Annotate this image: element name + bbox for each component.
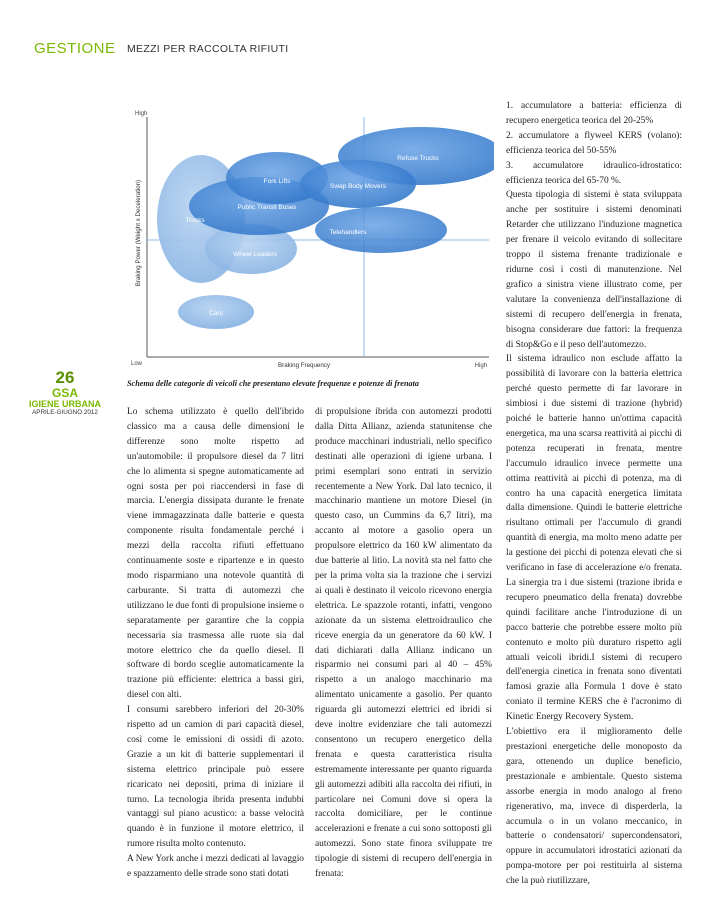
paragraph: I consumi sarebbero inferiori del 20-30% rispetto ad un camion di pari capacità diesel, così come le emissioni di ossidi di azoto. Grazie a un kit di batterie supplementari il sistema elettrico principale può essere ricaricato nei depositi, prima di iniziare il turno. La tecnologia ibrida presenta indubbi vantaggi sul piano acustico: a basse velocità quando è in funzione il motore elettrico, il rumore risulta molto contenuto.	[127, 705, 304, 850]
paragraph: Lo schema utilizzato è quello dell'ibrido classico ma a causa delle dimensioni le differenze sono molte rispetto ad un'automobile: il propulsore diesel da 7 litri che lo alimenta si spegne automaticamente ad ogni sosta per poi riaccendersi in fase di marcia. L'energia dissipata durante le frenate viene immagazzinata dalle batterie e questa componente risulta fondamentale perché i mezzi della raccolta rifiuti effettuano continuamente soste e ripartenze e in questo modo risparmiano una notevole quantità di carburante. Si tratta di automezzi che utilizzano le due fonti di propulsione insieme o separatamente per garantire che la coppia necessaria sia trasmessa alle ruote sia dal motore elettrico che da quello diesel. Il software di bordo sceglie automaticamente la trazione più efficiente: elettrica a bassi giri, diesel con alti.	[127, 407, 304, 701]
list-item: 1. accumulatore a batteria: efficienza di recupero energetica teorica del 20-25%	[506, 101, 682, 126]
label-wheel-loaders: Wheel Loaders	[233, 251, 277, 258]
section-title: GESTIONE	[34, 40, 116, 57]
paragraph: di propulsione ibrida con automezzi prodotti dalla Ditta Allianz, azienda statunitense che produce macchinari industriali, nello specifico destinati alle operazioni di igiene urbana. I primi esemplari sono entrati in servizio recentemente a New York. Dal lato tecnico, il macchinario mantiene un motore Diesel (in questo caso, un Cummins da 6,7 litri), ma accanto al motore a gasolio opera un propulsore elettrico da 160 kW alimentato da due batterie al litio. La novità sta nel fatto che per la prima volta sia la trazione che i servizi ai quali è destinato il veicolo ricevono energia elettrica. Le spazzole rotanti, infatti, vengono azionate da un sistema elettroidraulico che riceve energia da un generatore da 60 kW. I dati dichiarati dalla Allianz indicano un risparmio nei consumi pari al 40 – 45% rispetto a un analogo macchinario ma alimentato unicamente a gasolio. Per quanto riguarda gli automezzi elettrici ed ibridi si deve inoltre evidenziare che tali automezzi consentono un recupero energetico della frenata e questa caratteristica risulta estremamente interessante per quanto riguarda gli automezzi adibiti alla raccolta dei rifiuti, in particolare nei Comuni dove si opera la raccolta domiciliare, per le continue accelerazioni e frenate a cui sono sottoposti gli automezzi. Sono state finora sviluppate tre tipologie di sistemi di recupero dell'energia in frenata:	[315, 407, 492, 880]
page-number: 26	[55, 368, 75, 387]
paragraph: L'obiettivo era il miglioramento delle prestazioni energetiche delle monoposto da gara, ottenendo un duplice beneficio, prestazionale e ambientale. Questo sistema assorbe energia in modo analogo al freno rigenerativo, ma, invece di disperderla, la accumula o in un volano meccanico, in batterie o condensatori/ supercondensatori, oppure in accumulatori idrostatici azionati da pompa-motore per poi restituirla al sistema che la può riutilizzare,	[506, 727, 682, 887]
label-refuse-trucks: Refuse Trucks	[397, 155, 439, 162]
y-high-label: High	[135, 111, 148, 117]
paragraph: Questa tipologia di sistemi è stata sviluppata anche per sostituire i sistemi denominati Retarder che utilizzano l'induzione magnetica per frenare il veicolo evitando di sollecitare troppo il sistema frenante tradizionale e ridurne così i costi di manutenzione. Nel grafico a sinistra viene illustrato come, per valutare la convenienza dell'installazione di sistemi di recupero dell'energia in frenata, bisogna considerare due fattori: la frequenza di Stop&Go e il peso dell'automezzo.	[506, 190, 682, 350]
body-column-2	[315, 405, 492, 882]
magazine-badge	[28, 369, 102, 417]
label-swap-body-movers: Swap Body Movers	[330, 183, 386, 190]
label-cars: Cars	[209, 310, 223, 317]
issue-date: APRILE-GIUGNO 2012	[32, 409, 98, 416]
braking-chart	[127, 103, 494, 373]
body-column-1	[127, 405, 304, 882]
label-telehandlers: Telehandlers	[329, 229, 367, 236]
list-item: 3. accumulatore idraulico-idrostatico: efficienza teorica del 65-70 %.	[506, 160, 682, 186]
body-column-3	[506, 99, 682, 889]
x-axis-title: Braking Frequency	[278, 362, 330, 369]
magazine-logo: GSA	[51, 386, 78, 400]
article-topic: MEZZI PER RACCOLTA RIFIUTI	[127, 43, 289, 55]
paragraph: Il sistema idraulico non esclude affatto la possibilità di lavorare con la batteria elettrica perché questo permette di far lavorare in simbiosi i due sistemi di trazione (hybrid) poiché le batterie hanno un'ottima capacità energetica, ma una scarsa reattività ai picchi di potenza recuperati in frenata, mentre l'accumulo idraulico invece permette una ottima reattività ai picchi di potenza, ma di contro ha una capacità energetica limitata dalla dimensione. Quindi le batterie elettriche risultano ottimali per l'accumulo di grandi quantità di energia, ma molto meno adatte per la gestione dei picchi di potenza elevati che si verificano in fase di accelerazione e/o frenata. La sinergia tra i due sistemi (trazione ibrida e recupero pneumatico della frenata) dovrebbe quindi facilitare anche l'introduzione di un pacco batterie che potrebbe essere molto più contenuto e molto più duraturo rispetto agli attuali veicoli ibridi.I sistemi di recupero dell'energia cinetica in frenata sono diventati famosi grazie alla Formula 1 dove è stato coniato il termine KERS che è l'acronimo di Kinetic Energy Recovery System.	[506, 354, 682, 723]
label-public-transit-buses: Public Transit Buses	[237, 204, 297, 211]
list-item: 2. accumulatore a flyweel KERS (volano): efficienza teorica del 50-55%	[506, 130, 682, 156]
label-trucks: Trucks	[185, 217, 205, 224]
x-high-label: High	[474, 363, 487, 369]
magazine-name: IGIENE URBANA	[28, 399, 101, 409]
figure-caption: Schema delle categorie di veicoli che presentano elevate frequenze e potenze di frenata	[127, 379, 419, 388]
label-fork-lifts: Fork Lifts	[263, 178, 291, 185]
x-low-label: Low	[131, 361, 143, 367]
paragraph: A New York anche i mezzi dedicati al lavaggio e spazzamento delle strade sono stati dotati	[127, 854, 304, 880]
y-axis-title: Braking Power (Weight x Deceleration)	[135, 179, 142, 287]
